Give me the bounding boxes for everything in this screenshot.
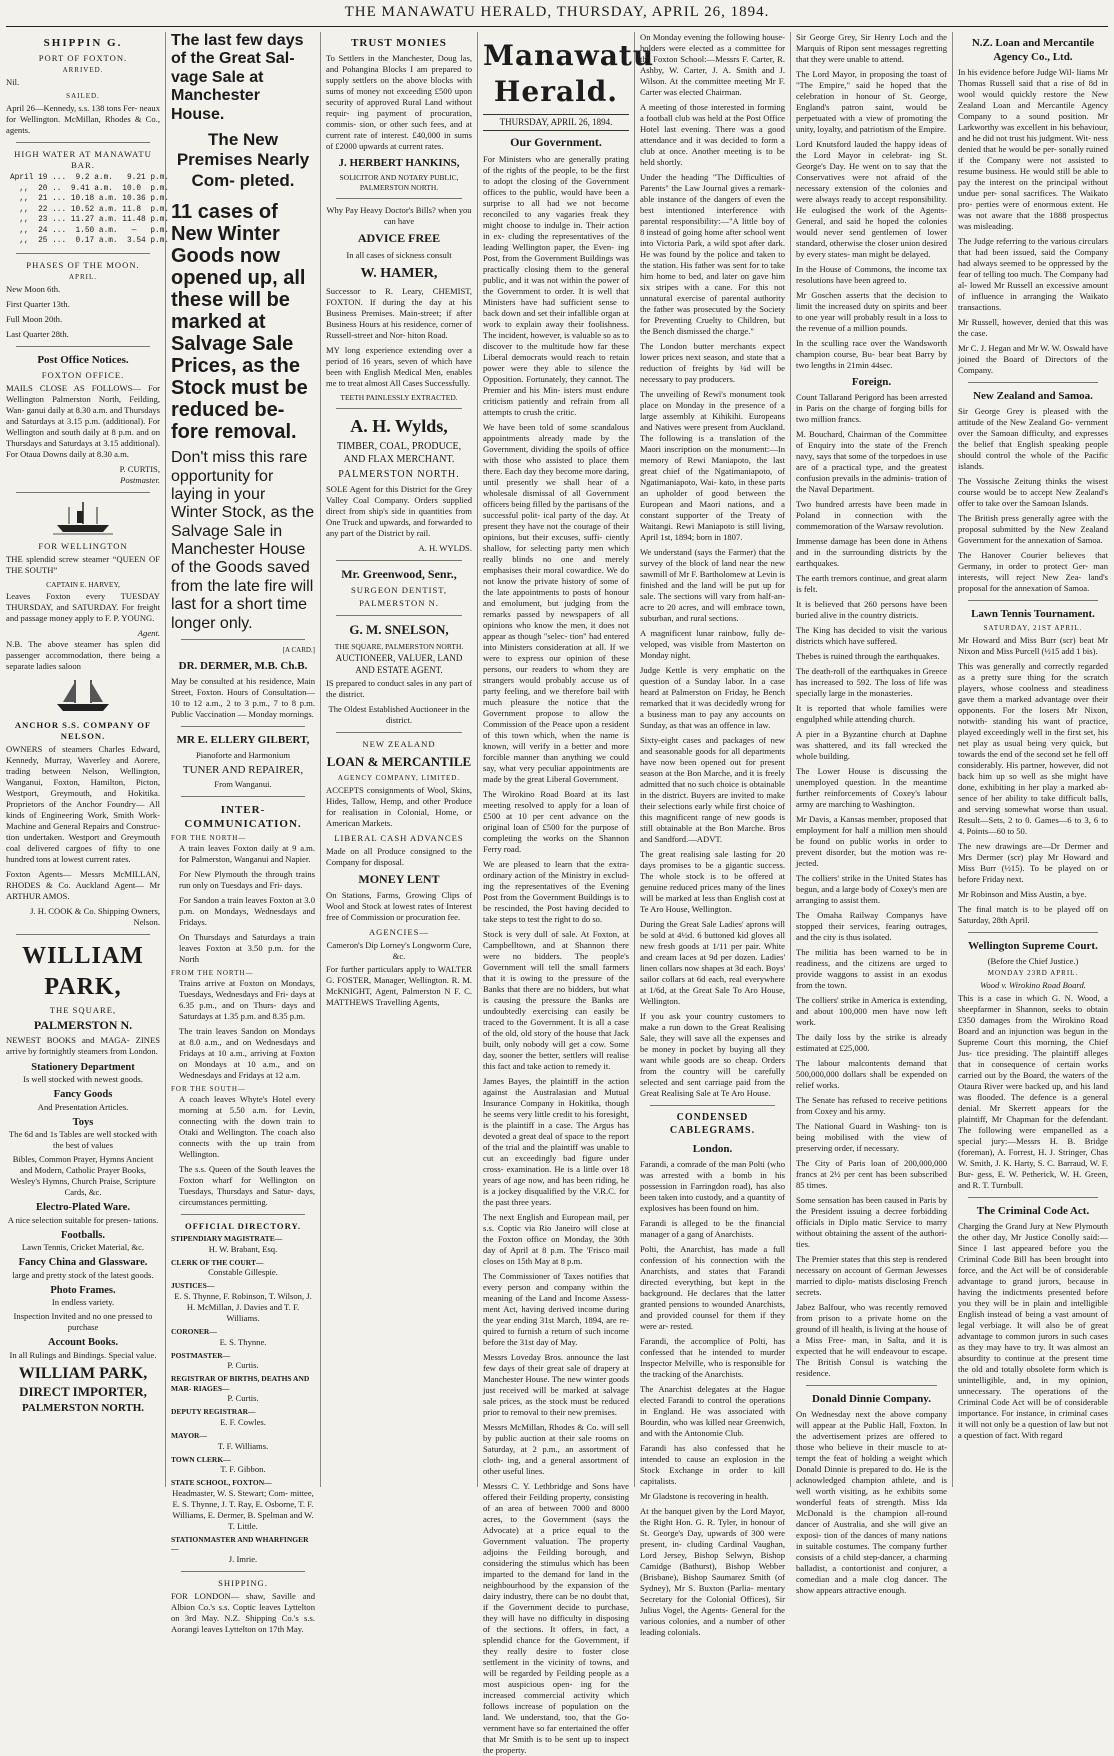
for-the-north-heading: FOR THE NORTH— [171, 834, 247, 843]
report-paragraph: The Hanover Courier believes that Germany, in order to protect Ger- man interests, will reject New Zea- land's proposal for the annexation of Samoa. [958, 550, 1108, 594]
william-park-footer-role: DIRECT IMPORTER, [19, 1383, 147, 1399]
moon-phases-list [6, 284, 160, 340]
port-heading: PORT OF FOXTON. [38, 53, 128, 64]
dinnie-text: On Wednesday next the above company will appear at the Public Hall, Foxton. In the advertisement prizes are offered to those who believe in their muscle to at- tempt the feat of holding a weight which Donald Dinnie is prepared to do. He is the acknowledged champion athlete, and is well worth visiting, as he exhibits some wonderful feats of strength. Miss Ida McDonald is the champion all-round dancer of Australia, and she will give an exposi- tion of the dances of many nations in suitable costumes. The company further consists of a child step-dancer, a charming balladist, a contortionist and conjurer, a comedian and a male clog dancer. The show appears attractive enough. [796, 1409, 947, 1596]
divider [181, 796, 305, 797]
wylds-title: A. H. Wylds, [350, 416, 448, 437]
agencies-text: Cameron's Dip Lorney's Longworm Cure, &c. [326, 940, 472, 962]
news-paragraph: On Monday evening the following house- holders were elected as a committee for the Foxton School:—Messrs F. Carter, R. Ashby, W. Carter, J. A. Smith and J. Wilson. At the committee meeting Mr F. Carter was elected Chairman. [640, 32, 785, 97]
report-paragraph: Mr C. J. Hegan and Mr W. W. Oswald have joined the Board of Directors of the Company. [958, 343, 1108, 376]
directory-entry-text: Headmaster, W. S. Stewart; Com- mittee, E. S. Thynne, J. T. Ray, E. Osborne, T. F. Williams, E. Dermer, B. Spelman and W. T. Little. [172, 1487, 314, 1531]
cable-paragraph: Farandi has also confessed that he intended to cause an explosion in the Stock Exchange in order to kill capitalists. [640, 1442, 785, 1486]
tide-row: ,, 21 ... 10.18 a.m. 10.36 p.m. [10, 195, 170, 204]
column-editorial [483, 32, 655, 1755]
high-water-title: HIGH WATER AT MANAWATU BAR. [14, 148, 152, 170]
divider [336, 408, 462, 409]
column-cables [796, 32, 947, 1596]
cable-paragraph: Farandi, the accomplice of Polti, has confessed that he intended to murder Inspector Melville, who is responsible for the tracking of the Anarchists. [640, 1335, 785, 1379]
column-rule [320, 32, 321, 1487]
snelson-subtitle: THE SQUARE, PALMERSTON NORTH. [334, 641, 464, 651]
trust-monies-title: TRUST MONIES [351, 37, 447, 49]
nz-loan-report-body [958, 67, 1108, 376]
divider [181, 1214, 305, 1215]
directory-entry-text: T. F. Williams. [217, 1440, 269, 1451]
directory-entry-text: Constable Gillespie. [208, 1267, 278, 1278]
william-park-item-text: The 6d and 1s Tables are well stocked with the best of values [8, 1129, 158, 1151]
editorial-paragraph: Messrs Loveday Bros. announce the last few days of their great sale of drapery at Manchester House. The new winter goods just received will be marked at salvage sale prices, as the stock must be reduced prior to removal to their new premises. [483, 1351, 629, 1417]
tide-table [10, 173, 170, 247]
money-lent-text: On Stations, Farms, Growing Clips of Wool and Stock at lowest rates of Interest free of Commission or procuration fee. [326, 890, 472, 923]
directory-entry-heading: TOWN CLERK— [171, 1454, 231, 1464]
column-advertisements [171, 32, 315, 1634]
new-premises-ad: The New Premises Nearly Com- pleted. [176, 129, 310, 190]
foreign-paragraph: The Senate has refused to receive petitions from Coxey and his army. [796, 1095, 947, 1117]
court-date: MONDAY 23RD APRIL. [987, 969, 1079, 978]
local-news-body [640, 32, 785, 1099]
tide-row: ,, 22 ... 10.52 a.m. 11.8 p.m. [10, 205, 170, 214]
trust-monies-text: To Settlers in the Manchester, Doug las, and Pohangina Blocks I am prepared to supply settlers on the above blocks with sums of money not exceeding £500 upon security of approved Rural Land without requir- ing payment of procuration, commis- sion, or other such fees, and at current rate of interest. £40,000 in sums of £2000 upwards at current rates. [326, 53, 472, 152]
train-notice: Trains arrive at Foxton on Mondays, Tuesdays, Wednesdays and Fri- days at 6.35 p.m., and on Thurs- days and Saturdays at 1.35 p.m. and 8.35 p.m. [179, 978, 315, 1022]
william-park-item-text: In endless variety. [51, 1297, 115, 1308]
foreign-paragraph: The colliers' strike in America is extending, and about 100,000 men have now left work. [796, 995, 947, 1028]
greenwood-title: Mr. Greenwood, Senr., [341, 566, 457, 581]
court-case: Wood v. Wirokino Road Board. [980, 980, 1086, 991]
divider [336, 560, 462, 561]
tennis-date: SATURDAY, 21ST APRIL. [983, 624, 1083, 633]
directory-entry-heading: STATE SCHOOL, FOXTON— [171, 1478, 272, 1488]
foreign-paragraph: It is believed that 260 persons have been buried alive in the country districts. [796, 599, 947, 621]
nz-loan-text: ACCEPTS consignments of Wool, Skins, Hides, Tallow, Hemp, and other Produce for realisation in Colonial, Home, or American Markets. [326, 784, 472, 828]
train-notice: On Thursdays and Saturdays a train leaves Foxton at 3.50 p.m. for the North [179, 932, 315, 965]
cable-paragraph: Lord Knutsford lauded the happy ideas of the Lord Mayor in celebrat- ing St. George's Day. He went on to say that the Conservatives were not afraid of the necessary extension of the colonies and were always ready to accept responsibility. He eulogised the work of the Agents- General, and said he hoped the colonies would never send gentlemen of lower standard, otherwise the closer union desired by every states- man might be delayed. [796, 139, 947, 259]
directory-entry-text: H. W. Brabant, Esq. [208, 1243, 278, 1254]
column-reports [958, 32, 1108, 1487]
foreign-paragraph: The labour malcontents demand that 500,000,000 dollars shall be expended on relief works. [796, 1058, 947, 1091]
news-paragraph: The great realising sale lasting for 20 days promises to be a gigantic success. The whole stock is to be offered at genuine reduced prices many of the lines will be marked at less than English cost at Te Aro House, Wellington. [640, 849, 785, 914]
foreign-paragraph: Count Tallarand Perigord has been arrested in Paris on the charge of forging bills for two million francs. [796, 392, 947, 425]
divider [806, 1385, 937, 1386]
william-park-title: WILLIAM PARK, [22, 943, 144, 1000]
news-paragraph: Sixty-eight cases and packages of new and seasonable goods for all departments have now been opened out for present season at the Bon Marche, and it is freely admitted that no such choice is obtainable in the district. Buyers are invited to make their selections early while first choice of this magnificent range of new goods is still obtainable at the Bon Marche. Bros and Sandford.—ADVT. [640, 735, 785, 844]
arrived-heading: ARRIVED. [62, 66, 104, 75]
report-paragraph: The Judge referring to the various circulars that had been issued, said the Company had always seemed to be oppressed by the fear of telling too much. The Company had al- lowed Mr Russell an excessive amount of influence in arranging the Waikato transactions. [958, 236, 1108, 313]
divider [181, 726, 305, 727]
directory-entry-text: J. Imrie. [228, 1553, 258, 1564]
snelson-title: G. M. SNELSON, [349, 621, 449, 637]
greenwood-town: PALMERSTON N. [359, 597, 439, 608]
snelson-text: IS prepared to conduct sales in any part of the district. [326, 678, 472, 700]
william-park-item-text: Lawn Tennis, Cricket Material, &c. [21, 1242, 145, 1253]
divider [336, 732, 462, 733]
foreign-paragraph: The daily loss by the strike is already estimated at £25,000. [796, 1032, 947, 1054]
william-park-item-text: Bibles, Common Prayer, Hymns Ancient and Modern, Catholic Prayer Books, Wesley's Hymns, Church Praise, Scripture Cards, &c. [10, 1154, 156, 1198]
william-park-item-heading: Fancy China and Glassware. [18, 1257, 148, 1269]
winter-stock-ad: Don't miss this rare opportunity for laying in your Winter Stock, as the Salvage Sale in Manchester House of the Goods saved from the late fire will last for a short time longer only. [171, 449, 315, 632]
column-rule [165, 32, 166, 1487]
report-paragraph: Mr Russell, however, denied that this was the case. [958, 317, 1108, 339]
editorial-paragraph: For Ministers who are generally prating of the rights of the people, to be the first to adopt the closing of the Government offices to the public, would have been a surprise to all had we not become reconciled to any vagaries freak they might choose to indulge in. Their action in ex- cluding the representatives of the leading Wellington paper, the Even- ing Post, from the Government Buildings was practically closing them to the general public, and it was not within the power of the Government to order. It is well that Ministers have had sufficient sense to back down and set their infallible organ at work to explain away their foolishness. The incident, however, is valuable so as to discover to the multitude how far these Liberal democrats would reach to retain power were they able to silence the Opposition. Fortunately, they cannot. The Premier and his Min- isters must endure criticism patiently and refrain from all attempts to crush the critic. [483, 153, 629, 417]
teeth-line: TEETH PAINLESSLY EXTRACTED. [340, 392, 458, 402]
william-park-footer-name: WILLIAM PARK, [18, 1364, 148, 1382]
foreign-heading: Foreign. [851, 376, 892, 388]
foreign-paragraph: The colliers' strike in the United States has begun, and a large body of Coxey's men are arranging to assist them. [796, 873, 947, 906]
editorial-paragraph: The Commissioner of Taxes notifies that every person and company within the meaning of the Land and Income Assess- ment Act, having derived income during the year ending 31st March, 1894, are re- quired to furnish a return of such income before the 31st day of May. [483, 1270, 629, 1347]
directory-entry-text: P. Curtis. [227, 1393, 259, 1404]
wellington-steamer-body: Leaves Foxton every TUESDAY THURSDAY, and SATURDAY. For freight and passage money apply to F. P. YOUNG. [6, 591, 160, 624]
post-office-title: Post Office Notices. [37, 353, 129, 366]
directory-entry-heading: STIPENDIARY MAGISTRATE— [171, 1234, 283, 1244]
hankins-subtitle: SOLICITOR AND NOTARY PUBLIC, PALMERSTON NORTH. [339, 173, 459, 192]
gilbert-tuner: TUNER AND REPAIRER, [182, 764, 304, 777]
doctor-bills-line: Why Pay Heavy Doctor's Bills? when you can have [326, 205, 472, 227]
divider [968, 932, 1098, 933]
tennis-body [958, 635, 1108, 926]
tennis-paragraph: This was generally and correctly regarded as a pretty sure thing for the scratch players, whose coolness and steadiness gave them a marked advantage over their opponents. For the losers Mr Nixon, notwith- standing his want of practice, played exceedingly well in the first set, his net play as usual being very quick, but towards the end of the second set he fell off considerably. His partner, however, did not back him up so well as she might have done, exhibiting in her play a marked ab- sence of her ability to take difficult balls, and serving somewhat worse than usual. Result—Sets, 2 to 0. Games—6 to 3, 6 to 4. Points—60 to 50. [958, 661, 1108, 837]
cable-paragraph: Sir George Grey, Sir Henry Loch and the Marquis of Ripon sent messages regretting that they were unable to attend. [796, 32, 947, 64]
directory-entry-text: P. Curtis. [227, 1360, 259, 1371]
steamer-ship-icon [53, 499, 113, 535]
sickness-line: In all cases of sickness consult [346, 249, 452, 260]
for-the-north-list [171, 843, 315, 965]
anchor-company-title: ANCHOR S.S. COMPANY OF NELSON. [14, 720, 152, 742]
wylds-signature: A. H. WYLDS. [418, 542, 472, 553]
tide-row: ,, 25 ... 0.17 a.m. 3.54 p.m. [10, 237, 170, 246]
william-park-items [6, 1061, 160, 1361]
william-park-item-heading: Photo Frames. [50, 1284, 116, 1296]
editorial-paragraph: Stock is very dull of sale. At Foxton, at Campbelltown, and at Shannon there were no bidders. The people's Government will tell the small farmers that it is owing to the pressure of the Banks that there are no bidders, but what is causing the pressure the Banks are undoubtedly exercising can easily be traced to the Government. It is all a case of the old, old story of the house that Jack built, only nobody will get a cow. Some day, sooner the better, settlers will realise this fact and take action to remedy it. [483, 928, 629, 1071]
samoa-body [958, 406, 1108, 594]
cash-advances-text: Made on all Produce consigned to the Company for disposal. [326, 845, 472, 867]
snelson-footer: The Oldest Established Auctioneer in the district. [328, 704, 470, 726]
agencies-heading: AGENCIES— [368, 927, 430, 938]
train-notice: A train leaves Foxton daily at 9 a.m. for Palmerston, Wanganui and Napier. [179, 843, 315, 865]
court-heading: Wellington Supreme Court. [968, 940, 1098, 953]
divider [181, 639, 305, 640]
for-the-south-list [171, 1094, 315, 1208]
wellington-steamer-title: FOR WELLINGTON [38, 540, 128, 551]
divider [16, 142, 150, 143]
wylds-town: PALMERSTON NORTH. [338, 468, 460, 480]
foreign-paragraph: Thebes is ruined through the earthquakes. [796, 651, 940, 662]
column-rule [634, 32, 635, 1487]
anchor-company-signature: J. H. COOK & Co. Shipping Owners, Nelson. [30, 906, 160, 928]
cable-paragraph: Farandi, a comrade of the man Polti (who was arrested with a bomb in his possession in Farringdon road), has also been taken into custody, and a quantity of explosives has been found on him. [640, 1158, 785, 1213]
court-subheading: (Before the Chief Justice.) [987, 956, 1079, 967]
moon-phase-item: New Moon 6th. [6, 283, 61, 294]
foreign-paragraph: The City of Paris loan of 200,000,000 francs at 2½ per cent has been subscribed 85 times. [796, 1158, 947, 1191]
directory-entry-heading: DEPUTY REGISTRAR— [171, 1407, 256, 1417]
nz-loan-report-heading: N.Z. Loan and Mercantile Agency Co., Ltd. [971, 37, 1095, 64]
shipping-title: SHIPPIN G. [43, 37, 123, 49]
william-park-item-text: In all Rulings and Bindings. Special value. [9, 1349, 157, 1360]
hamer-text: Successor to R. Leary, CHEMIST, FOXTON. If during the day at his Business Premises. Main-street; if after Business Hours at his residence, corner of Russell-street and Nor- hiton Road. [326, 285, 472, 340]
experience-text: MY long experience extending over a period of 16 years, seven of which have been with English Medical Men, enables me to treat almost All Cases Successfully. [326, 344, 472, 388]
divider [968, 382, 1098, 383]
train-notice: For Sandon a train leaves Foxton at 3.0 p.m. on Mondays, Wednesdays and Fridays. [179, 895, 315, 928]
dinnie-heading: Donald Dinnie Company. [812, 1393, 931, 1406]
from-the-north-heading: FROM THE NORTH— [171, 969, 254, 978]
william-park-item-heading: Fancy Goods [53, 1089, 113, 1101]
masthead: THE MANAWATU HERALD, THURSDAY, APRIL 26, 1894. [344, 4, 770, 20]
william-park-item-heading: Account Books. [47, 1337, 118, 1349]
william-park-item-text: Inspection Invited and no one pressed to purchase [13, 1311, 153, 1333]
divider [968, 1197, 1098, 1198]
news-paragraph: If you ask your country customers to make a run down to the Great Realising Sale, they will save all the expenses and be money in pocket by buying all they want while goods are so cheap. Orders from the country will be carefully selected and sent carriage paid from the Great Realising Sale at Te Aro House. [640, 1011, 785, 1098]
directory-entry-heading: MAYOR— [171, 1430, 207, 1440]
cable-paragraph: Polti, the Anarchist, has made a full confession of his connection with the Anarchists, and states that Farandi directed everything, but kept in the background. He declares that the latter granted pensions to wounded Anarchists, and provided counsel for them if they were ar- rested. [640, 1243, 785, 1331]
william-park-item-text: A nice selection suitable for presen- tations. [7, 1214, 159, 1225]
newspaper-title: Manawatu Herald. [483, 39, 655, 108]
sailed-heading: SAILED. [66, 92, 100, 101]
coach-notice: The s.s. Queen of the South leaves the Foxton wharf for Wellington on Tuesdays, Thursdays and Satur- days, circumstances permitting. [179, 1164, 315, 1208]
william-park-item-heading: Toys [72, 1116, 94, 1128]
foreign-paragraph: Immense damage has been done in Athens and in the surrounding districts by the earthquakes. [796, 536, 947, 569]
foreign-paragraph: The Omaha Railway Companys have stopped their services, fearing outrages, and the city is thus isolated. [796, 910, 947, 943]
steamer-note: N.B. The above steamer has splen did passenger accommodation, there being a separate ladies saloon [6, 639, 160, 672]
cablegrams-body [640, 1159, 785, 1638]
foreign-paragraph: It is reported that whole families were engulphed while attending church. [796, 703, 947, 725]
sailed-text: April 26—Kennedy, s.s. 138 tons Fer- neaux for Wellington. McMillan, Rhodes & Co., agents. [6, 102, 160, 135]
masthead-rule [6, 26, 1108, 27]
cable-paragraph: In the sculling race over the Wandsworth champion course, Bu- bear beat Barry by two lengths in 21min 44sec. [796, 338, 947, 370]
news-paragraph: We understand (says the Farmer) that the survey of the block of land near the new sawmill of Mr F. Bartholomew at Levin is finished and the land will be put up for sale. The sections will vary from half-an-acre to 20 acres, and will embrace town, suburban, and rural sections. [640, 547, 785, 623]
criminal-code-heading: The Criminal Code Act. [976, 1205, 1090, 1218]
foreign-paragraph: Some sensation has been caused in Paris by the President issuing a decree forbidding officials in Diplo matic Service to marry without obtaining the assent of the authori- ties. [796, 1195, 947, 1250]
directory-entry-heading: CLERK OF THE COURT— [171, 1257, 264, 1267]
william-park-item-heading: Stationery Department [31, 1062, 135, 1074]
directory-entry-heading: JUSTICES— [171, 1281, 215, 1291]
divider [650, 1105, 775, 1106]
news-paragraph: Judge Kettle is very emphatic on the question of a Sunday labor. In a case heard at Palmerston on Friday, he Bench remarked that it was decidedly wrong for a business man to pay any accounts on Sunday, as that was an offence in law. [640, 665, 785, 730]
postmaster-role: Postmaster. [120, 474, 160, 485]
news-paragraph: A meeting of those interested in forming a football club was held at the Post Office Hotel last evening. There was a good attendance and it was decided to form a club at once. Another meeting is to be held shortly. [640, 102, 785, 167]
divider [336, 615, 462, 616]
editorial-heading: Our Government. [510, 135, 602, 150]
moon-phase-item: Full Moon 20th. [6, 313, 63, 324]
william-park-town: PALMERSTON N. [33, 1017, 133, 1032]
cablegrams-title: CONDENSED CABLEGRAMS. [669, 1112, 756, 1136]
directory-entry-text: T. F. Gibbon. [220, 1464, 266, 1475]
report-paragraph: Sir George Grey is pleased with the attitude of the New Zealand Go- vernment over the Samoan difficulty, and expresses the belief that English speaking people should control the whole of the Pacific islands. [958, 406, 1108, 472]
tennis-paragraph: The final match is to be played off on Saturday, 28th April. [958, 904, 1108, 926]
greenwood-subtitle: SURGEON DENTIST, [350, 584, 448, 595]
foreign-paragraph: M. Bouchard, Chairman of the Committee of Enquiry into the state of the French navy, says that some of the torpedoes in use are of a practical type, and the greatest confusion prevails in the adminis- tration of the Naval Department. [796, 429, 947, 495]
divider [968, 600, 1098, 601]
column-business-cards [326, 32, 472, 1487]
william-park-books: NEWEST BOOKS and MAGA- ZINES arrive by fortnightly steamers from London. [6, 1035, 160, 1057]
foreign-paragraph: The Lower House is discussing the unemployed question. In the meantime further reinforcements of Coxey's labour army are marching to Washington. [796, 766, 947, 810]
tide-row: ,, 23 ... 11.27 a.m. 11.48 p.m. [10, 216, 170, 225]
william-park-item-text: Is well stocked with newest goods. [23, 1074, 143, 1085]
directory-entry-heading: POSTMASTER— [171, 1350, 231, 1360]
anchor-ship-icon [53, 678, 113, 714]
report-paragraph: In his evidence before Judge Wil- liams Mr Thomas Russell said that a rise of 8d in wool would quickly restore the New Zealand Loan and Mercantile Agency Company to a sound position. Mr Larkworthy was excellent in his behaviour, and he did not trust his judgment. Wit- ness denied that he would be per- sonally ruined if the Company were not assisted to resume business. He would still be able to pay the interest on the principal without undue per- sonal sacrifices. The Waikato pro- perties were of enormous extent. He was not aware that the 1888 prospectus was misleading. [958, 67, 1108, 232]
cable-paragraph: At the banquet given by the Lord Mayor, the Right Hon. G. R. Tyler, in honour of St. George's Day, upwards of 300 were present, in- cluding Cardinal Vaughan, Lord Jersey, Bishop Selwyn, Bishop Camidge (Bathurst), Bishop Webber (Brisbane), Bishop Saumarez Smith (of Sydney), Mr S. Buxton (Parlia- mentary Secretary for the Colonial Offices), Sir Julius Vogel, the Agents- General for the various colonies, and a number of other leading colonials. [640, 1505, 785, 1637]
editorial-paragraph: We have been told of some scandalous appointments already made by the Government, dividing the spoils of office with those who assisted to place them there. Each day they become more daring, until presently we shall hear of a wholesale dismissal of all Government officers being filled by the partisans of the successful polit- ical party of the day. At present they have not the courage of their opinions, but their excuses, suffi- ciently shallow, for selecting party men which really blinds no one and merely emphasises their moral cowardice. We do not know the private history of some of the late appointments to posts of honour and emolument, but judging from the remarks passed by newspapers of all opinions who know the men, it does not appear as though "selec- tion" had entered into Ministers consideration at all. If we were to express our opinion of these persons, our readers to whom they are strangers would probably accuse us of party feeling, and we therefore bail with much pleasure the notice that the Government propose to allow the Commission of the Peace upon a resident of this town which, when the name is known, will verify in a better and more forcible manner than anything we could say, what very peculiar appointments are made by the great Liberal Government. [483, 421, 629, 784]
divider [336, 198, 462, 199]
tennis-heading: Lawn Tennis Tournament. [971, 608, 1095, 621]
post-office-text: MAILS CLOSE AS FOLLOWS— For Wellington Palmerston North, Feilding, Wan- ganui daily at 8.30 a.m. and Thursdays and Saturdays at 3.15 p.m. (additional). For Wellington and south daily at 8 p.m. and on Thursdays and Saturdays at 3.15 additional). For Otaua Downs daily at 8.30 a.m. [6, 382, 160, 459]
cable-paragraph: In the House of Commons, the income tax resolutions have been agreed to. [796, 264, 947, 285]
column-rule [477, 32, 478, 1487]
coach-notice: A coach leaves Whyte's Hotel every morning at 5.50 a.m. for Levin, connecting with the down train to Otaki and Wellington. The coach also connects with the up train from Wellington. [179, 1094, 315, 1160]
tennis-paragraph: The new drawings are—Dr Dermer and Mrs Dermer (scr) play Mr Howard and Miss Burr (½15). To be played on or before Friday next. [958, 841, 1108, 885]
william-park-item-heading: Electro-Plated Ware. [36, 1202, 130, 1214]
dermer-text: May be consulted at his residence, Main Street, Foxton. Hours of Consultation—10 to 12 a.m., 2 to 3 p.m., 7 to 8 p.m. Public Vaccination — Monday mornings. [171, 676, 315, 720]
report-paragraph: The Vossische Zeitung thinks the wisest course would be to accept New Zealand's offer to take over the Samoan Islands. [958, 476, 1108, 509]
divider [16, 346, 150, 347]
moon-phase-item: Last Quarter 28th. [6, 328, 69, 339]
arrived-nil: Nil. [6, 77, 20, 88]
directory-entry-heading: CORONER— [171, 1327, 217, 1337]
editorial-paragraph: The Wirokino Road Board at its last meeting resolved to apply for a loan of £500 at 10 per cent advance on the original loan of £500 for the purpose of completing the works on the Shannon Ferry road. [483, 788, 629, 854]
post-office-subtitle: FOXTON OFFICE. [41, 369, 125, 380]
wellington-steamer-text: THE splendid screw steamer “QUEEN OF THE SOUTH” [6, 553, 160, 575]
anchor-company-agents: Foxton Agents— Messrs McMILLAN, RHODES & Co. Auckland Agent— Mr ARTHUR AMOS. [6, 869, 160, 902]
official-directory-list [171, 1234, 315, 1565]
directory-entry-heading: STATIONMASTER AND WHARFINGER— [171, 1534, 309, 1554]
news-paragraph: The London butter merchants expect lower prices next season, and state that a reduction of freights by ¼d will be necessary to pay producers. [640, 341, 785, 384]
postmaster-name: P. CURTIS, [119, 463, 160, 474]
cable-paragraph: The Anarchist delegates at the Hague elected Farandi to control the operations in England. He was associated with Bourdin, who was killed near Greenwich, and with the Antonomie Club. [640, 1383, 785, 1438]
divider [16, 253, 150, 254]
william-park-item-heading: Footballs. [60, 1229, 106, 1241]
moon-phase-item: First Quarter 13th. [6, 298, 70, 309]
william-park-item-text: large and pretty stock of the latest goods. [12, 1269, 154, 1280]
train-notice: The train leaves Sandon on Mondays at 8.0 a.m., and on Wednesdays and Fridays at 10 a.m., arriving at Foxton on Mondays at 10 a.m., and on Wednesdays and Fridays at 12 a.m. [179, 1026, 315, 1081]
column-rule [952, 32, 953, 1487]
william-park-square: THE SQUARE, [49, 1004, 117, 1015]
shipping-notice-text: FOR LONDON— shaw, Saville and Albion Co.'s s.s. Coptic leaves Lyttelton on 3rd May. N.Z. Shipping Co.'s s.s. Aorangi leaves Lyttelton on 17th May. [171, 1590, 315, 1634]
tide-row: ,, 20 .. 9.41 a.m. 10.0 p.m. [10, 184, 170, 193]
cable-paragraph: Mr Gladstone is recovering in health. [640, 1490, 769, 1501]
foreign-paragraph: The National Guard in Washing- ton is being mobilised with the view of preserving order, if necessary. [796, 1121, 947, 1154]
nz-loan-heading: NEW ZEALAND [362, 739, 436, 750]
cable-paragraph: Mr Goschen asserts that the decision to limit the increased duty on spirits and beer to one year will probably result in a loss to the revenue of a million pounds. [796, 290, 947, 333]
directory-entry-text: E. S. Thynne. [219, 1336, 267, 1347]
samoa-heading: New Zealand and Samoa. [973, 390, 1093, 403]
snelson-role: AUCTIONEER, VALUER, LAND AND ESTATE AGENT. [335, 653, 463, 675]
cable-paragraph: Farandi is alleged to be the financial manager of a gang of Anarchists. [640, 1217, 785, 1239]
salvage-sale-ad: The last few days of the Great Sal- vage Sale at Manchester House. [171, 32, 304, 123]
editorial-paragraph: The next English and European mail, per s.s. Coptic via Rio Janeiro will close at the Foxton office on Monday, the 30th day of April at 8 p.m. The 'Frisco mail closes on 15th May at 8 p.m. [483, 1211, 629, 1266]
foreign-paragraph: The earth tremors continue, and great alarm is felt. [796, 573, 947, 595]
cable-paragraph: The Lord Mayor, in proposing the toast of "The Empire," said he hoped that the celebration in honour of St. George, England's patron saint, would be perpetuated with a view of promoting the unity, loyalty, and patriotism of the Empire. [796, 69, 947, 134]
editorial-paragraph: James Bayes, the plaintiff in the action against the Australasian and Mutual Insurance Company in Hokitika, though he seems very little credit to his foresight, is the plaintiff in a case. The Argus has devoted a great deal of space to the report of the trial and the plaintiff was unable to cut an exceedingly bad figure under cross- examination. He is a little over 18 years of age now, and has been riding, he is a jockey disqualified by the V.R.C. for the past three years. [483, 1075, 629, 1207]
directory-entry-text: E. F. Cowles. [220, 1416, 266, 1427]
dermer-title: DR. DERMER, M.B. Ch.B. [178, 659, 308, 672]
directory-entry-heading: REGISTRAR OF BIRTHS, DEATHS AND MAR- RIAGES— [171, 1374, 310, 1393]
news-paragraph: Under the heading "The Difficulties of Parents" the Law Journal gives a remark- able instance of the dangers of even the best intentioned interference with parental responsibility:—"A little boy of 8 instead of going home after school went into Victoria Park, a wild spot after dark. He was found by the police and taken to the station. His father was sent for to take him home to bed, and later on gave him six stripes with a cane. For this not unnatural exercise of parental authority the father was prosecuted by the Society for Preventing Cruelty to Children, but the Bench dismissed the charge." [640, 172, 785, 336]
advice-free-heading: ADVICE FREE [357, 231, 441, 246]
news-paragraph: The unveiling of Rewi's monument took place on Monday in the presence of a large assembly at Kihikihi. Europeans and Natives were present from Auckland. The following is a translation of the Maori inscription on the monument:—In memory of Rewi Maniapoto, the last great chief of the Ngatimaniapoto, of Ngatimaniapoto, Wai- kato, in these parts an upholder of good between the European and Maori nations, and a constant supporter of the Treaty of Waitangi. Rewi Maniapoto is still living, April 1st, 1894; born in 1807. [640, 389, 785, 542]
nz-loan-company: AGENCY COMPANY, LIMITED. [337, 773, 461, 782]
from-the-north-list [171, 978, 315, 1081]
tennis-paragraph: Mr Robinson and Miss Austin, a bye. [958, 889, 1087, 900]
editorial-paragraph: We are pleased to learn that the extra- ordinary action of the Ministry in exclud- ing the representatives of the Evening Post from the Government Buildings is to be rescinded, the Post having decided to take steps to test the right to do so. [483, 858, 629, 924]
criminal-code-text: Charging the Grand Jury at New Plymouth the other day, Mr Justice Conolly said:—Since I last appeared before you the Criminal Code Bill has been brought into force, and the Act will be of considerable advantage to grand jurors, because in having the indictments presented before you they will be in plain and intelligible English instead of being a vast amount of legal verbiage. It will also be of great advantage to common jurors in such cases as they may have to try. It was almost an absurdity to continue at the present time the old and totally obsolete form which is unintelligible, and, in my opinion, unnecessary. The operations of the Criminal Code Act will be of considerable importance. For instance, in criminal cases it will not only be a question of law but not a question of fact. With regard [958, 1221, 1108, 1441]
official-directory-title: OFFICIAL DIRECTORY. [184, 1221, 302, 1232]
anchor-company-text: OWNERS of steamers Charles Edward, Kennedy, Murray, Waverley and Aorere, trading between Nelson, Wellington, Wanganui, Foxton, Hamilton, Picton, Westport, Greymouth, and Hokitika. Proprietors of the Anchor Foundry— All kinds of Engineering Work, Smith Work- Machine and General Repairs and Construc- tion undertaken. Westport and Greymouth coal delivered cargoes of fifty to one hundred tons at lowest current rates. [6, 744, 160, 865]
issue-date: THURSDAY, APRIL 26, 1894. [483, 114, 629, 132]
column-rule [790, 32, 791, 1487]
foreign-paragraph: The Premier states that this step is rendered necessary on account of German Jewesses married to diplo- matists disclosing French secrets. [796, 1254, 947, 1298]
report-paragraph: The British press generally agree with the proposal submitted by the New Zealand Government for the annexation of Samoa. [958, 513, 1108, 546]
for-the-south-heading: FOR THE SOUTH— [171, 1085, 246, 1094]
editorial-paragraph: Messrs C. Y. Lethbridge and Sons have offered their Feilding property, consisting of an area of between 7000 and 8000 acres, to the Government (says the Advocate) at a price equal to the Government valuation. The property adjoins the Feilding borough, and considering the stimulus which has been imparted to the demand for land in the neighbourhood by the expansion of the dairy industry, there can be no doubt that, if the Government decide to purchase, they will have no difficulty in disposing of the sections. It offers, in fact, a splendid chance for the Government, if they really desire to foster close settlement in the vicinity of towns, and will be regarded by Feilding people as a most auspicious open- ing for the increased commercial activity which follows increase of population on the land. We understand, too, that the Go- vernment have so far entertained the offer that Mr Smith is to be sent up to inspect the property. [483, 1480, 629, 1755]
card-label: [A CARD.] [282, 646, 315, 655]
cablegrams-place: London. [692, 1142, 733, 1155]
foreign-paragraph: Two hundred arrests have been made in Poland in connection with the commemoration of the Warsaw revolution. [796, 499, 947, 532]
foreign-paragraph: A pier in a Byzantine church at Daphne was shattered, and its fall wrecked the whole building. [796, 729, 947, 762]
cash-advances-heading: LIBERAL CASH ADVANCES [334, 832, 464, 843]
divider [16, 492, 150, 493]
editorial-paragraph: Messrs McMillan, Rhodes & Co. will sell by public auction at their sale rooms on Saturday, at 2 p.m., an assortment of cloth- ing, and a general assortment of other useful lines. [483, 1421, 629, 1476]
foreign-paragraph: The King has decided to visit the various districts which have suffered. [796, 625, 947, 647]
tide-row: April 19 ... 9.2 a.m. 9.21 p.m. [10, 173, 170, 182]
william-park-footer-town: PALMERSTON NORTH. [21, 1401, 145, 1414]
gilbert-from: From Wanganui. [214, 779, 272, 790]
wylds-subtitle: TIMBER, COAL, PRODUCE, AND FLAX MERCHANT. [336, 441, 462, 466]
particulars-text: For further particulars apply to WALTER G. FOSTER, Manager, Wellington. R. M. McKNIGHT, Agent, Palmerston N F. C. MATTHEWS Travelling Agents, [326, 964, 472, 1008]
divider [181, 1571, 305, 1572]
hamer-title: W. HAMER, [360, 265, 438, 281]
tide-row: ,, 24 ... 1.50 a.m. — p.m. [10, 226, 170, 235]
nz-loan-title: LOAN & MERCANTILE [326, 754, 472, 770]
divider [16, 934, 150, 935]
foreign-paragraph: Jabez Balfour, who was recently removed from prison to a private home on the ground of ill health, is living at the house of a Miss Free- man, in Salta, and it is expected that he will endeavour to escape. The British Consul is watching the residence. [796, 1302, 947, 1379]
winter-goods-ad: 11 cases of New Winter Goods now opened up, all these will be marked at Salvage Sale Prices, as the Stock must be reduced be- fore removal. [171, 201, 308, 444]
shipping-notice-title: SHIPPING. [218, 1577, 268, 1588]
news-paragraph: During the Great Sale Ladies' aprons will be sold at 4½d. 6 buttoned kid gloves all new fresh goods at 1/11 per pair. White and cream laces at 9d per dozen. Ladies' linen collars now shapes at 3d each. Boys' sailor collars at 6d each, real everywhere at 1/6d, at the Great Sale To Aro House, Wellington. [640, 919, 785, 1006]
moon-phases-title: PHASES OF THE MOON. [26, 259, 140, 270]
column-local-news [640, 32, 785, 1637]
agent-label: Agent. [137, 628, 160, 639]
gilbert-title: MR E. ELLERY GILBERT, [176, 734, 310, 747]
money-lent-title: MONEY LENT [358, 871, 440, 886]
foreign-paragraph: The militia has been warned to be in readiness, and the citizens are urged to provide waggons to assist in an exodus from the town. [796, 947, 947, 991]
hankins-title: J. HERBERT HANKINS, [338, 157, 460, 170]
inter-communication-title: INTER-COMMUNICATION. [184, 804, 302, 831]
news-paragraph: A magnificent lunar rainbow, fully de- veloped, was visible from Masterton on Monday night. [640, 628, 785, 660]
column-shipping [6, 32, 170, 1487]
captain-name: CAPTAIN E. HARVEY, [46, 579, 120, 589]
cables-body [796, 32, 947, 371]
foreign-paragraph: The death-roll of the earthquakes in Greece has increased to 592. The loss of life was specially large in the monasteries. [796, 666, 947, 699]
william-park-item-text: And Presentation Articles. [37, 1101, 129, 1112]
court-text: This is a case in which G. N. Wood, a sheepfarmer in Shannon, seeks to obtain £350 damages from the Wirokino Road Board and an injunction was begun in the Supreme Court this morning, the Chief Jus- tice presiding. The plaintiff alleges that in consequence of certain works carried out by the Board, the waters of the Otaura River were backed up, and his land was flooded. The defence is a general denial. Mr Skerrett appears for the plaintiff, Mr Chapman for the defendant. The following were empanelled as a special jury:—Messrs H. B. Bridge (foreman), A. Forrest, H. J. Stringer, Chas W. Smith, J. K. Harty, S. C. Barraud, W. F. Bur- gess, E. W. Petherick, W. H. Green, and R. T. Turnbull. [958, 993, 1108, 1191]
editorial-body [483, 154, 629, 1756]
moon-phases-month: APRIL. [69, 272, 97, 281]
tennis-paragraph: Mr Howard and Miss Burr (scr) beat Mr Nixon and Miss Purcell (½15 add 1 bis). [958, 635, 1108, 657]
train-notice: For New Plymouth the through trains run only on Tuesdays and Fri- days. [179, 869, 315, 891]
foreign-paragraph: Mr Davis, a Kansas member, proposed that employment for half a million men should be found on public works in order to prevent disorder, but the motion was re- jected. [796, 814, 947, 869]
foreign-body [796, 392, 947, 1379]
wylds-text: SOLE Agent for this District for the Grey Valley Coal Company. Orders supplied direct from ship's side in quantities from One Truck and upwards, and forwarded to any part of the District by rail. [326, 483, 472, 538]
gilbert-subtitle: Pianoforte and Harmonium [195, 750, 291, 761]
directory-entry-text: E. S. Thynne, F. Robinson, T. Wilson, J. H. McMillan, J. Davies and T. F. Williams. [174, 1291, 312, 1324]
